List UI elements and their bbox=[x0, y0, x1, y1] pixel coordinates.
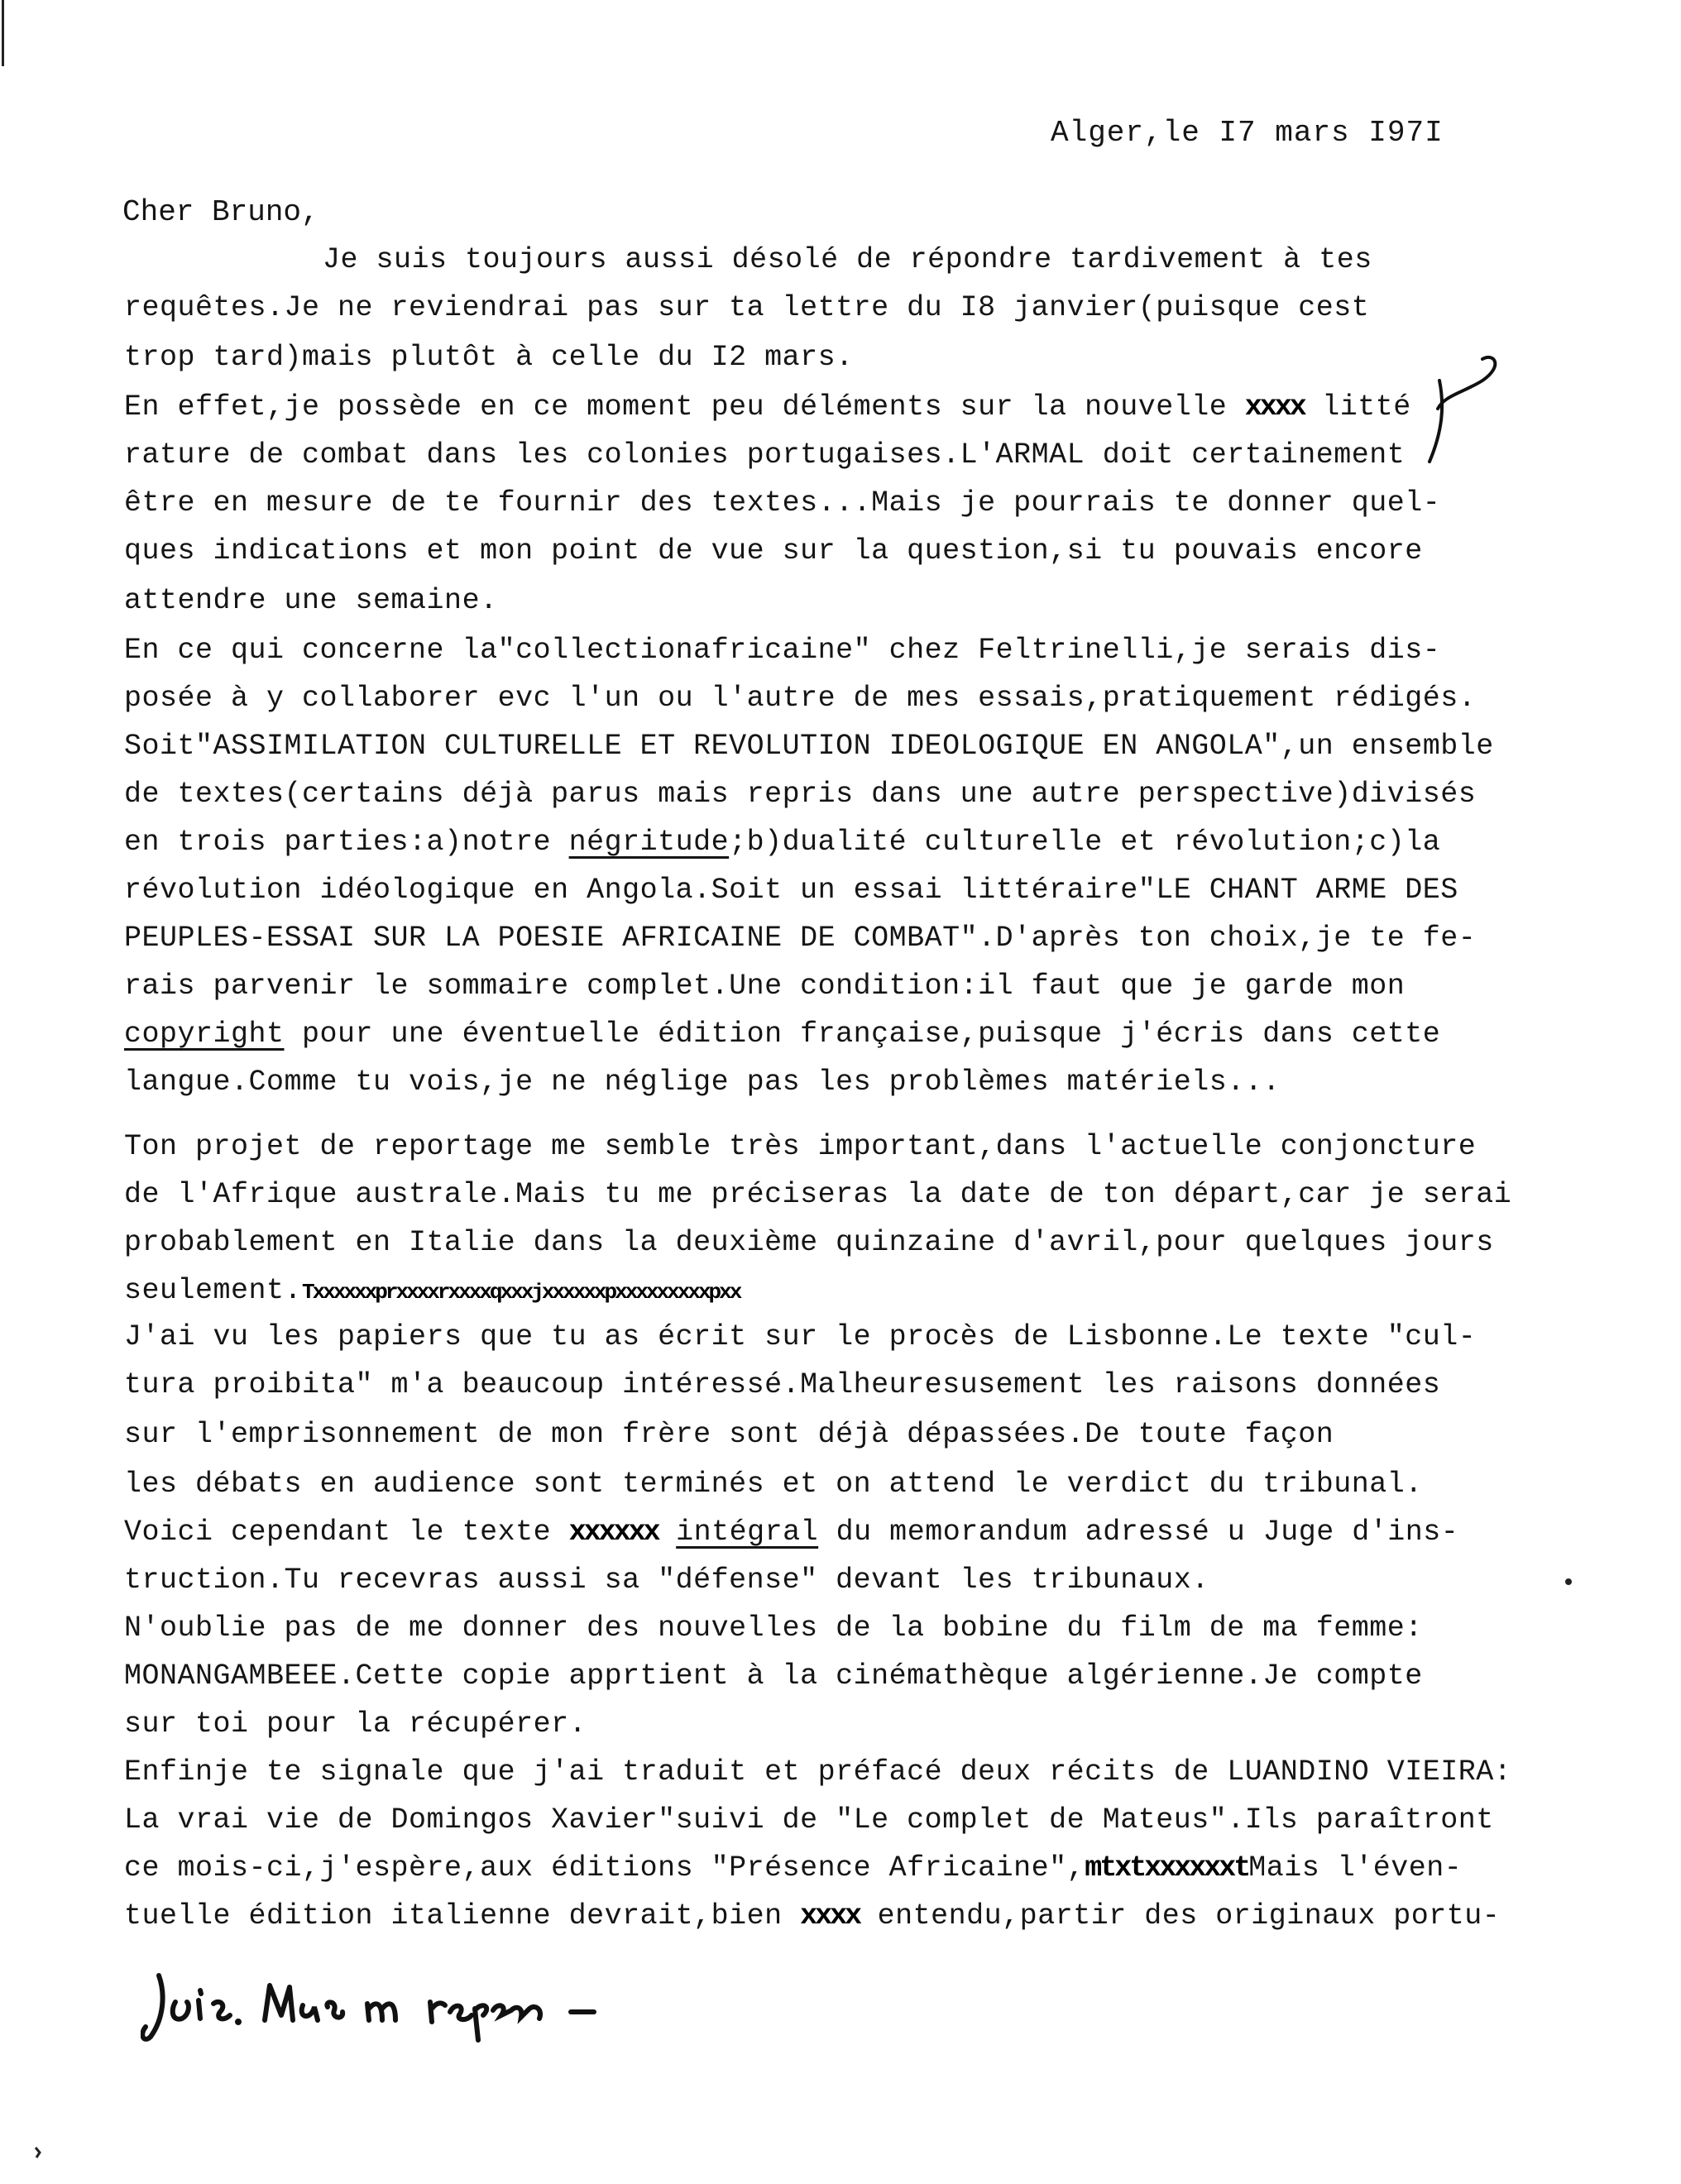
letter-line bbox=[124, 1514, 1458, 1550]
line-text: ;b)dualité culturelle et révolution;c)la bbox=[729, 826, 1441, 859]
letter-line: ques indications et mon point de vue sur la question,si tu pouvais encore bbox=[124, 534, 1423, 568]
letter-line: Soit"ASSIMILATION CULTURELLE ET REVOLUTION IDEOLOGIQUE EN ANGOLA",un ensemble bbox=[124, 730, 1494, 763]
letter-line: tura proibita" m'a beaucoup intéressé.Malheuresusement les raisons données bbox=[124, 1368, 1441, 1401]
strikeout-mark: Txxxxxxprxxxxrxxxxqxxxjxxxxxxpxxxxxxxxxpxx bbox=[302, 1280, 740, 1305]
letter-line bbox=[124, 1272, 740, 1309]
letter-line: N'oublie pas de me donner des nouvelles de la bobine du film de ma femme: bbox=[124, 1612, 1423, 1645]
line-text: tuelle édition italienne devrait,bien bbox=[124, 1899, 801, 1933]
letter-line: Ton projet de reportage me semble très important,dans l'actuelle conjoncture bbox=[124, 1130, 1477, 1163]
letter-line: requêtes.Je ne reviendrai pas sur ta lettre du I8 janvier(puisque cest bbox=[124, 291, 1370, 324]
line-text: pour une éventuelle édition française,puisque j'écris dans cette bbox=[284, 1018, 1441, 1051]
letter-line bbox=[124, 1016, 1440, 1052]
line-text: seulement. bbox=[124, 1274, 303, 1307]
letter-line: En ce qui concerne la"collectionafricaine" chez Feltrinelli,je serais dis- bbox=[124, 634, 1441, 667]
letter-line: attendre une semaine. bbox=[124, 584, 498, 617]
letter-line bbox=[124, 824, 1440, 860]
strikeout-mark: xxxxxx bbox=[568, 1516, 659, 1549]
strikeout-mark: xxxx bbox=[1244, 390, 1305, 424]
line-text bbox=[659, 1516, 677, 1549]
letter-line: MONANGAMBEEE.Cette copie apprtient à la cinémathèque algérienne.Je compte bbox=[124, 1660, 1423, 1693]
letter-line bbox=[124, 1898, 1500, 1934]
line-text: Voici cependant le texte bbox=[124, 1516, 569, 1549]
line-text: ce mois-ci,j'espère,aux éditions "Présence Africaine", bbox=[124, 1851, 1085, 1885]
underlined-word: négritude bbox=[568, 826, 730, 859]
letter-line: Je suis toujours aussi désolé de répondre tardivement à tes bbox=[323, 243, 1372, 276]
letter-line bbox=[124, 389, 1411, 425]
line-text: entendu,partir des originaux portu- bbox=[860, 1899, 1501, 1933]
letter-line: les débats en audience sont terminés et on attend le verdict du tribunal. bbox=[124, 1468, 1423, 1501]
letter-line bbox=[124, 1850, 1462, 1886]
salutation: Cher Bruno, bbox=[122, 195, 319, 229]
page-edge-mark bbox=[2, 0, 4, 66]
letter-line: rais parvenir le sommaire complet.Une condition:il faut que je garde mon bbox=[124, 970, 1406, 1003]
letter-line: rature de combat dans les colonies portugaises.L'ARMAL doit certainement bbox=[124, 438, 1406, 472]
underlined-word: intégral bbox=[676, 1516, 819, 1549]
underlined-word: copyright bbox=[124, 1018, 285, 1051]
margin-bracket-mark bbox=[1390, 347, 1522, 472]
ink-speck bbox=[33, 2146, 43, 2159]
letter-line: posée à y collaborer evc l'un ou l'autre de mes essais,pratiquement rédigés. bbox=[124, 682, 1477, 715]
letter-line: être en mesure de te fournir des textes...Mais je pourrais te donner quel- bbox=[124, 486, 1441, 520]
line-text: Mais l'éven- bbox=[1248, 1851, 1463, 1885]
letter-line: de l'Afrique australe.Mais tu me préciseras la date de ton départ,car je serai bbox=[124, 1178, 1512, 1211]
letter-line: langue.Comme tu vois,je ne néglige pas les problèmes matériels... bbox=[124, 1066, 1281, 1099]
letter-line: trop tard)mais plutôt à celle du I2 mars. bbox=[124, 341, 854, 374]
letter-line: révolution idéologique en Angola.Soit un essai littéraire"LE CHANT ARME DES bbox=[124, 874, 1458, 907]
letter-line: Enfinje te signale que j'ai traduit et préfacé deux récits de LUANDINO VIEIRA: bbox=[124, 1755, 1512, 1789]
letter-line: de textes(certains déjà parus mais repris dans une autre perspective)divisés bbox=[124, 778, 1477, 811]
dateline: Alger,le I7 mars I97I bbox=[1051, 116, 1444, 150]
letter-line: J'ai vu les papiers que tu as écrit sur le procès de Lisbonne.Le texte "cul- bbox=[124, 1320, 1477, 1353]
letter-line: probablement en Italie dans la deuxième quinzaine d'avril,pour quelques jours bbox=[124, 1226, 1494, 1259]
letter-line: truction.Tu recevras aussi sa "défense" devant les tribunaux. bbox=[124, 1564, 1209, 1597]
line-text: du memorandum adressé u Juge d'ins- bbox=[818, 1516, 1459, 1549]
letter-line: La vrai vie de Domingos Xavier"suivi de "Le complet de Mateus".Ils paraîtront bbox=[124, 1803, 1494, 1837]
line-text: En effet,je possède en ce moment peu déléments sur la nouvelle bbox=[124, 390, 1245, 424]
ink-speck bbox=[1564, 1577, 1573, 1587]
letter-line: sur toi pour la récupérer. bbox=[124, 1707, 587, 1741]
strikeout-mark: xxxx bbox=[800, 1899, 860, 1933]
line-text: en trois parties:a)notre bbox=[124, 826, 569, 859]
letter-line: PEUPLES-ESSAI SUR LA POESIE AFRICAINE DE COMBAT".D'après ton choix,je te fe- bbox=[124, 922, 1477, 955]
letter-line: sur l'emprisonnement de mon frère sont déjà dépassées.De toute façon bbox=[124, 1418, 1334, 1451]
line-text: litté bbox=[1304, 390, 1411, 424]
handwritten-signature bbox=[141, 1961, 654, 2052]
strikeout-mark: mtxtxxxxxxt bbox=[1085, 1851, 1249, 1885]
